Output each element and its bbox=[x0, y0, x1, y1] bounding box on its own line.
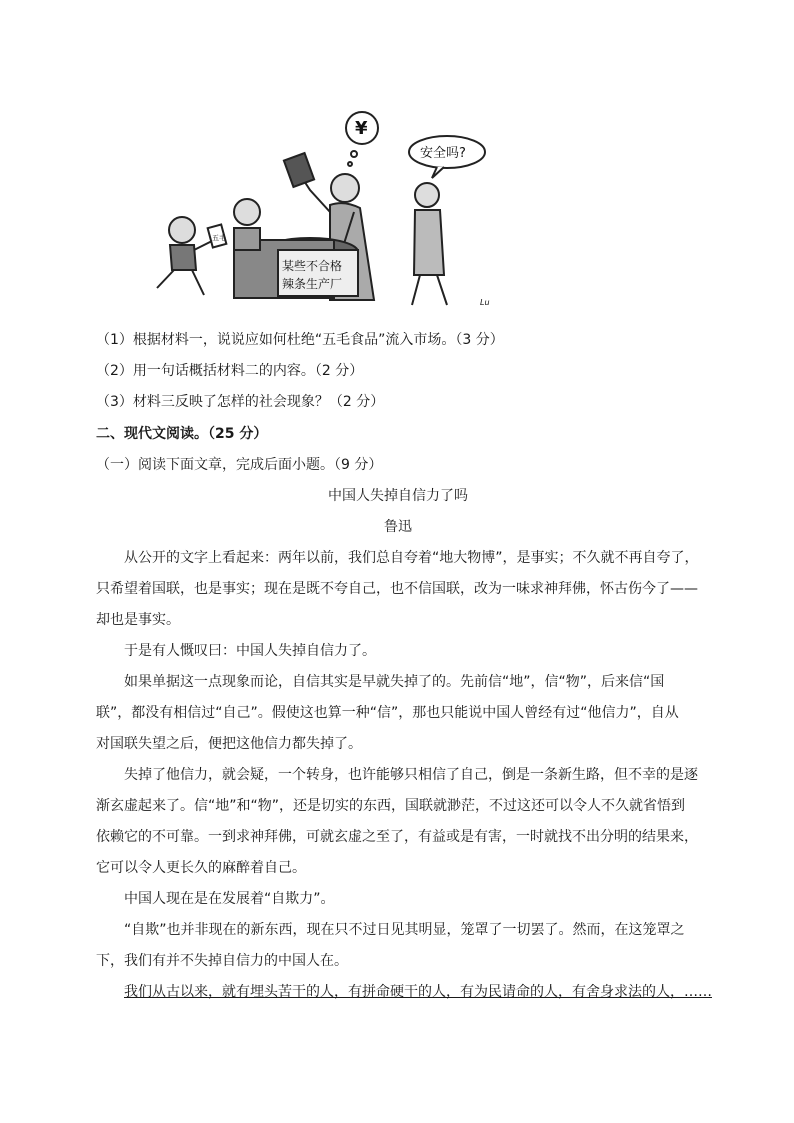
p2-line1: 于是有人慨叹曰：中国人失掉自信力了。 bbox=[124, 643, 376, 659]
p4-line3: 依赖它的不可靠。一到求神拜佛，可就玄虚之至了，有益或是有害，一时就找不出分明的结果来， bbox=[96, 829, 698, 845]
p3-line3: 对国联失望之后，便把这他信力都失掉了。 bbox=[96, 736, 362, 752]
yuan-sign-text: ¥ bbox=[355, 118, 368, 139]
section-heading: 二、现代文阅读。（25 分） bbox=[96, 426, 268, 442]
p4-line1: 失掉了他信力，就会疑，一个转身，也许能够只相信了自己，倒是一条新生路，但不幸的是逐 bbox=[124, 767, 698, 783]
p7-line1: 我们从古以来，就有埋头苦干的人，有拼命硬干的人，有为民请命的人，有舍身求法的人，…… bbox=[124, 984, 712, 1000]
worker-head bbox=[331, 174, 359, 202]
factory-sign-line1: 某些不合格 bbox=[282, 259, 343, 273]
p6-line2: 下，我们有并不失掉自信力的中国人在。 bbox=[96, 953, 348, 969]
p3-line1: 如果单据这一点现象而论，自信其实是早就失掉了的。先前信“地”，信“物”，后来信“国 bbox=[124, 674, 665, 690]
cartoon-illustration bbox=[92, 100, 504, 312]
boy-head bbox=[169, 217, 195, 243]
subsection-heading: （一）阅读下面文章，完成后面小题。（9 分） bbox=[96, 457, 383, 473]
p1-line1: 从公开的文字上看起来：两年以前，我们总自夸着“地大物博”，是事实；不久就不再自夸了， bbox=[124, 550, 699, 566]
artist-signature: Lu bbox=[480, 298, 490, 307]
paper-text: 五毛 bbox=[212, 234, 226, 242]
p1-line3: 却也是事实。 bbox=[96, 612, 180, 628]
p4-line4: 它可以令人更长久的麻醉着自己。 bbox=[96, 860, 306, 876]
article-body bbox=[96, 543, 712, 1008]
girl-head bbox=[234, 199, 260, 225]
article-title: 中国人失掉自信力了吗 bbox=[328, 488, 468, 504]
p5-line1: 中国人现在是在发展着“自欺力”。 bbox=[124, 891, 335, 907]
article-author: 鲁迅 bbox=[384, 519, 412, 535]
bubble-text: 安全吗? bbox=[420, 146, 466, 161]
p6-line1: “自欺”也并非现在的新东西，现在只不过日见其明显，笼罩了一切罢了。然而，在这笼罩之 bbox=[124, 922, 685, 938]
question-3: （3）材料三反映了怎样的社会现象？（2 分） bbox=[96, 394, 385, 410]
factory-sign-line2: 辣条生产厂 bbox=[282, 277, 343, 291]
p1-line2: 只希望着国联，也是事实；现在是既不夸自己，也不信国联，改为一味求神拜佛，怀古伤今了—— bbox=[96, 581, 698, 597]
question-1: （1）根据材料一，说说应如何杜绝“五毛食品”流入市场。（3 分） bbox=[96, 332, 504, 348]
question-2: （2）用一句话概括材料二的内容。（2 分） bbox=[96, 363, 364, 379]
p4-line2: 渐玄虚起来了。信“地”和“物”，还是切实的东西，国联就渺茫，不过这还可以令人不久就省悟到 bbox=[96, 798, 686, 814]
p3-line2: 联”，都没有相信过“自己”。假使这也算一种“信”，那也只能说中国人曾经有过“他信力”，自从 bbox=[96, 705, 679, 721]
observer-head bbox=[415, 183, 439, 207]
